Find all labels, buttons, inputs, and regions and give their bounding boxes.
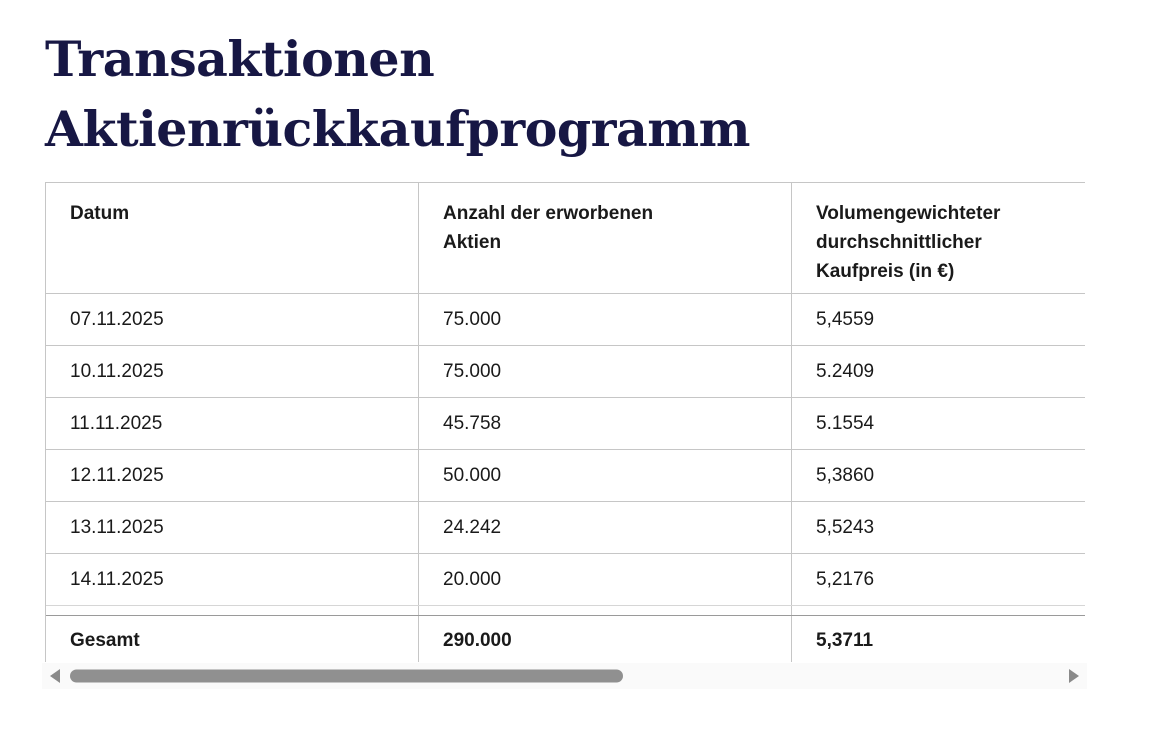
cell-price: 5,2176	[816, 568, 875, 590]
cell-date: 10.11.2025	[46, 346, 419, 397]
table-row	[46, 346, 1085, 398]
cell-shares: 50.000	[419, 450, 792, 501]
table-footer-row	[46, 615, 1085, 662]
page-title: Transaktionen Aktienrückkaufprogramm	[45, 30, 750, 158]
cell-date: 11.11.2025	[46, 398, 419, 449]
cell-price: 5,3860	[816, 464, 875, 486]
buyback-transactions-table	[45, 182, 1085, 662]
horizontal-scrollbar[interactable]	[42, 663, 1087, 689]
cell-price: 5.2409	[816, 360, 875, 382]
table-row	[46, 502, 1085, 554]
footer-price-average: 5,3711	[816, 630, 874, 651]
cell-shares: 75.000	[419, 346, 792, 397]
table-row	[46, 398, 1085, 450]
cell-shares: 75.000	[419, 294, 792, 345]
table-row	[46, 450, 1085, 502]
table-scroll-viewport[interactable]	[45, 182, 1085, 662]
cell-price: 5,5243	[816, 516, 875, 538]
cell-date: 14.11.2025	[46, 554, 419, 605]
footer-gap-spacer	[46, 606, 1085, 615]
column-header-anzahl: Anzahl der erworbenen Aktien	[419, 183, 792, 293]
cell-price: 5,4559	[816, 308, 875, 330]
footer-label: Gesamt	[46, 616, 419, 662]
cell-date: 13.11.2025	[46, 502, 419, 553]
cell-shares: 24.242	[419, 502, 792, 553]
scroll-right-icon[interactable]	[1069, 669, 1079, 683]
cell-shares: 45.758	[419, 398, 792, 449]
table-row	[46, 554, 1085, 606]
cell-shares: 20.000	[419, 554, 792, 605]
scroll-left-icon[interactable]	[50, 669, 60, 683]
column-header-datum: Datum	[46, 183, 419, 293]
table-row	[46, 294, 1085, 346]
cell-date: 12.11.2025	[46, 450, 419, 501]
table-header-row	[46, 183, 1085, 294]
scrollbar-thumb[interactable]	[70, 670, 623, 683]
column-header-kaufpreis: Volumengewichteter durchschnittlicher Kaufpreis (in €)	[816, 203, 1001, 282]
cell-date: 07.11.2025	[46, 294, 419, 345]
cell-price: 5.1554	[816, 412, 875, 434]
footer-shares-total: 290.000	[419, 616, 792, 662]
